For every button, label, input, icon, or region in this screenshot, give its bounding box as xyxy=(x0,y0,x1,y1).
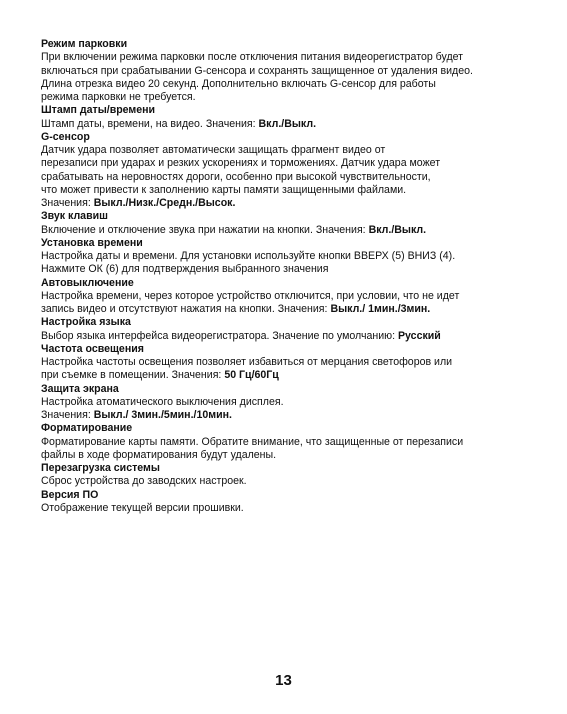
section-heading: Частота освещения xyxy=(41,342,144,355)
body-line xyxy=(41,197,541,210)
body-text: Штамп даты, времени, на видео. Значения: xyxy=(41,117,259,130)
settings-section xyxy=(41,38,541,104)
settings-section xyxy=(41,316,541,343)
body-text: Длина отрезка видео 20 секунд. Дополнительно включать G-сенсор для работы xyxy=(41,77,436,90)
body-line xyxy=(41,263,541,276)
section-heading: Настройка языка xyxy=(41,316,131,329)
body-text: Настройка частоты освещения позволяет избавиться от мерцания светофоров или xyxy=(41,356,453,368)
body-line xyxy=(41,65,541,78)
body-text: срабатывать на неровностях дороги, особенно при высокой чувствительности, xyxy=(41,170,431,183)
section-heading: Защита экрана xyxy=(41,382,119,395)
body-text: запись видео и отсутствуют нажатия на кнопки. Значения: xyxy=(41,303,331,315)
body-line xyxy=(41,449,541,462)
body-line xyxy=(41,91,541,104)
body-text: Настройка даты и времени. Для установки используйте кнопки ВВЕРХ (5) ВНИЗ (4). xyxy=(41,250,456,262)
body-text: Форматирование карты памяти. Обратите внимание, что защищенные от перезаписи xyxy=(41,435,464,448)
settings-section xyxy=(41,489,541,516)
body-text: включаться при срабатывании G-сенсора и сохранять защищенное от удаления видео. xyxy=(41,64,473,77)
section-heading: Перезагрузка системы xyxy=(41,462,160,474)
body-text: файлы в ходе форматирования будут удалены. xyxy=(41,448,277,461)
settings-section xyxy=(41,131,541,211)
section-heading: Звук клавиш xyxy=(41,210,108,223)
body-line xyxy=(41,184,541,197)
section-heading: Режим парковки xyxy=(41,38,128,50)
body-text: Отображение текущей версии прошивки. xyxy=(41,501,244,514)
body-text: Включение и отключение звука при нажатии на кнопки. Значения: xyxy=(41,223,369,236)
section-heading: Штамп даты/времени xyxy=(41,104,156,117)
body-line xyxy=(41,250,541,263)
body-text: Выбор языка интерфейса видеорегистратора. Значение по умолчанию: xyxy=(41,329,398,342)
page-number: 13 xyxy=(275,672,292,689)
option-values: Вкл./Выкл. xyxy=(258,117,317,130)
option-values: Выкл./ 1мин./3мин. xyxy=(330,303,431,315)
settings-section xyxy=(41,277,541,317)
body-line xyxy=(41,118,541,131)
settings-section xyxy=(41,237,541,277)
settings-section xyxy=(41,104,541,131)
body-line xyxy=(41,290,541,303)
section-heading: Форматирование xyxy=(41,422,133,435)
body-text: При включении режима парковки после отключения питания видеорегистратор будет xyxy=(41,51,464,64)
body-text: Нажмите ОК (6) для подтверждения выбранного значения xyxy=(41,263,329,276)
body-line xyxy=(41,78,541,91)
settings-section xyxy=(41,422,541,462)
body-text: при съемке в помещении. Значения: xyxy=(41,369,225,382)
settings-section xyxy=(41,462,541,489)
body-text: Настройка атоматического выключения дисплея. xyxy=(41,395,284,408)
body-line xyxy=(41,303,541,316)
body-line xyxy=(41,409,541,422)
body-line xyxy=(41,436,541,449)
body-line xyxy=(41,144,541,157)
option-values: Вкл./Выкл. xyxy=(368,223,427,236)
body-line xyxy=(41,224,541,237)
body-text: Настройка времени, через которое устройство отключится, при условии, что не идет xyxy=(41,289,460,302)
body-text: Сброс устройства до заводских настроек. xyxy=(41,475,247,488)
body-line xyxy=(41,475,541,488)
option-values: Выкл./ 3мин./5мин./10мин. xyxy=(93,409,232,421)
body-text: режима парковки не требуется. xyxy=(41,91,196,103)
body-line xyxy=(41,157,541,170)
section-heading: G-сенсор xyxy=(41,130,90,143)
body-text: перезаписи при ударах и резких ускорениях и торможениях. Датчик удара может xyxy=(41,157,441,170)
body-line xyxy=(41,396,541,409)
settings-section xyxy=(41,210,541,237)
body-line xyxy=(41,369,541,382)
section-heading: Автовыключение xyxy=(41,276,134,289)
body-line xyxy=(41,171,541,184)
body-text: Значения: xyxy=(41,409,94,421)
section-heading: Версия ПО xyxy=(41,488,99,501)
body-text: Значения: xyxy=(41,197,94,209)
body-line xyxy=(41,502,541,515)
body-text: что может привести к заполнению карты памяти защищенными файлами. xyxy=(41,183,407,196)
document-body xyxy=(41,38,541,515)
settings-section xyxy=(41,383,541,423)
option-values: 50 Гц/60Гц xyxy=(224,369,279,382)
body-line xyxy=(41,356,541,369)
section-heading: Установка времени xyxy=(41,236,143,249)
option-values: Выкл./Низк./Средн./Высок. xyxy=(93,197,236,209)
body-text: Датчик удара позволяет автоматически защищать фрагмент видео от xyxy=(41,144,386,156)
body-line xyxy=(41,330,541,343)
settings-section xyxy=(41,343,541,383)
option-values: Русский xyxy=(397,329,441,342)
body-line xyxy=(41,51,541,64)
